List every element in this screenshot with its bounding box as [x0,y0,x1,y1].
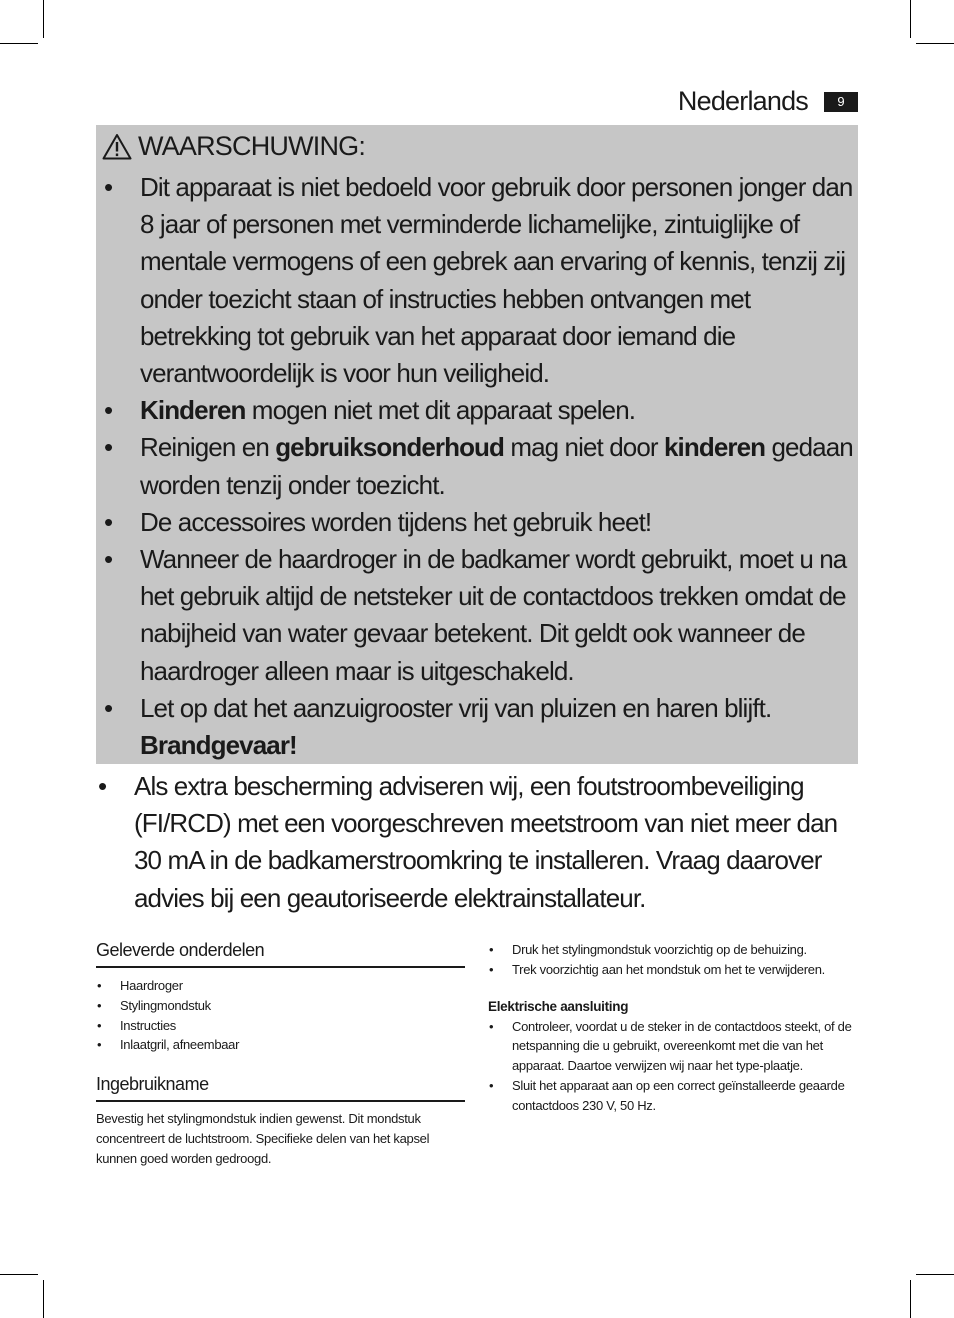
crop-mark [916,43,954,44]
crop-mark [910,1280,911,1318]
warning-item [96,169,858,392]
warning-text-bold: Kinderen [140,395,246,426]
warning-title: WAARSCHUWING: [138,131,366,161]
list-item: • Instructies [96,1016,465,1036]
warning-box [96,125,858,764]
crop-mark [910,0,911,38]
warning-item [96,690,858,764]
list-item: • Stylingmondstuk [96,996,465,1016]
list-item: • Inlaatgril, afneembaar [96,1035,465,1055]
warning-list [96,169,858,764]
section-heading-startup: Ingebruikname [96,1074,465,1102]
warning-text: Let op dat het aanzuigrooster vrij van pluizen en haren blijft. [140,692,772,723]
left-column [96,940,465,1169]
warning-heading [102,131,365,162]
electrical-list [488,1017,860,1116]
page-header [678,86,858,117]
startup-paragraph: Bevestig het stylingmondstuk indien gewenst. Dit mondstuk concentreert de luchtstroom. Specifieke delen van het kapsel kunnen goed worden gedroogd. [96,1111,430,1166]
crop-mark [0,43,38,44]
section-heading-electrical: Elektrische aansluiting [488,998,629,1014]
warning-text: Dit apparaat is niet bedoeld voor gebruik door personen jonger dan 8 jaar of personen met verminderde lichamelijke, zintuiglijke of mentale vermogens of een gebrek aan ervaring of kennis, tenzij zij onder toezicht staan of instructies hebben ontvangen met betrekking tot gebruik van het apparaat door iemand die verantwoordelijk is voor hun veiligheid. [140,172,853,389]
warning-text: De accessoires worden tijdens het gebruik heet! [140,506,652,537]
language-title: Nederlands [677,86,808,116]
warning-triangle-icon [102,133,132,160]
warning-text: gedaan worden tenzij onder toezicht. [140,432,853,500]
warning-text-bold: gebruiksonderhoud [275,432,505,463]
nozzle-list [488,940,860,980]
extra-protection-list [96,768,866,917]
warning-item [96,504,858,541]
warning-item [96,429,858,503]
list-item: • Controleer, voordat u de steker in de contactdoos steekt, of de netspanning die u gebruikt, overeenkomt met die van het apparaat. Daartoe verwijzen wij naar het type-plaatje. [488,1017,860,1076]
right-column [488,940,860,1116]
page-number: 9 [824,92,858,112]
list-item: • Haardroger [96,976,465,996]
extra-protection-item: • Als extra bescherming adviseren wij, een foutstroombeveiliging (FI/RCD) met een voorgeschreven meetstroom van niet meer dan 30 mA in de badkamerstroomkring te installeren. Vraag daarover advies bij een geautoriseerde elektrainstallateur. [96,768,866,917]
warning-text: Reinigen en [140,432,276,463]
warning-text-bold: kinderen [663,432,766,463]
warning-text: Wanneer de haardroger in de badkamer wordt gebruikt, moet u na het gebruik altijd de netsteker uit de contactdoos trekken omdat de nabijheid van water gevaar betekent. Dit geldt ook wanneer de haardroger alleen maar is uitgeschakeld. [140,544,847,686]
crop-mark [43,1280,44,1318]
list-item: • Druk het stylingmondstuk voorzichtig op de behuizing. [488,940,860,960]
crop-mark [43,0,44,38]
warning-item [96,392,858,429]
list-item: • Trek voorzichtig aan het mondstuk om het te verwijderen. [488,960,860,980]
warning-text-bold: Brandgevaar! [140,730,297,761]
section-heading-delivered: Geleverde onderdelen [96,940,465,968]
crop-mark [0,1274,38,1275]
warning-text: mag niet door [504,432,664,463]
warning-text: mogen niet met dit apparaat spelen. [245,395,636,426]
crop-mark [916,1274,954,1275]
list-item: • Sluit het apparaat aan op een correct geïnstalleerde geaarde contactdoos 230 V, 50 Hz. [488,1076,860,1116]
delivered-list [96,976,465,1055]
warning-item [96,541,858,690]
